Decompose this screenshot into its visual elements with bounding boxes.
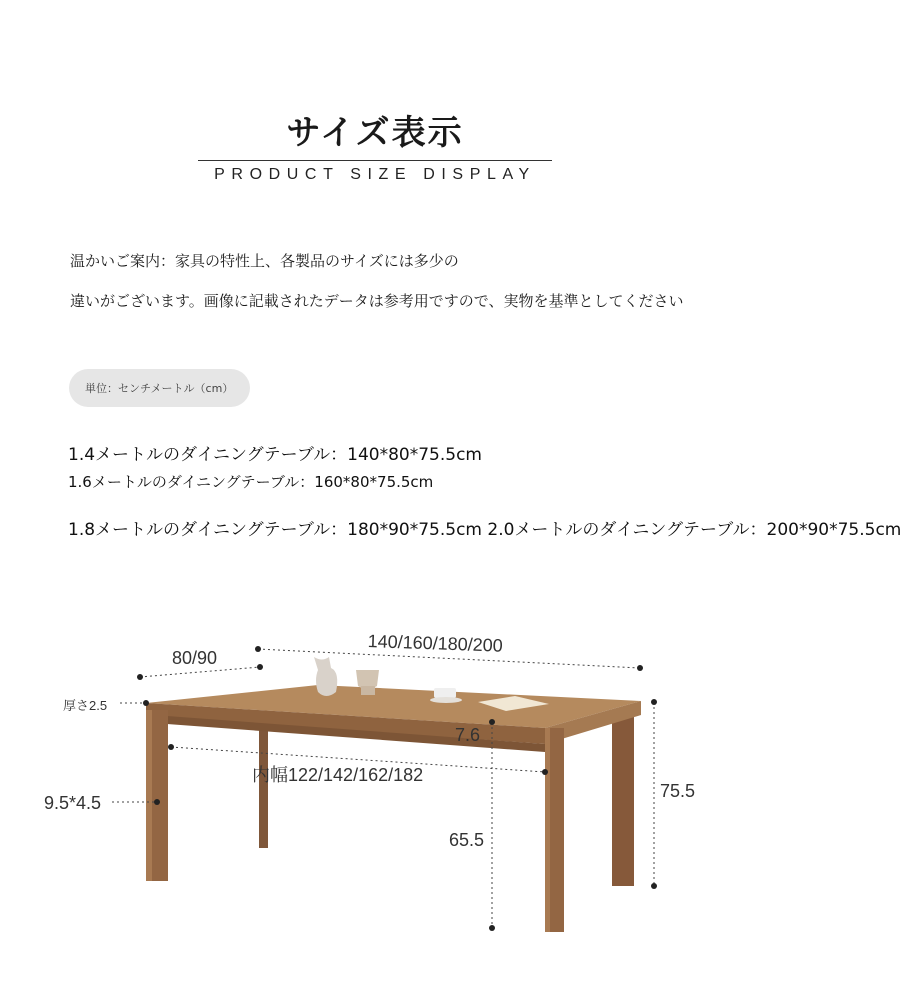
vase-decor (314, 657, 337, 696)
page-title: サイズ表示 (286, 113, 464, 153)
cup-decor (434, 688, 456, 698)
thickness-label: 厚さ2.5 (63, 698, 108, 713)
spec-1-6m: 1.6メートルのダイニングテーブル：160*80*75.5cm (68, 473, 434, 491)
spec-1-4m: 1.4メートルのダイニングテーブル：140*80*75.5cm (68, 445, 482, 465)
unit-label: 単位：センチメートル（cm） (85, 382, 234, 395)
depth-label: 80/90 (172, 648, 218, 668)
notice-line-1: 温かいご案内：家具の特性上、各製品のサイズには多少の (70, 252, 459, 270)
height-label: 75.5 (660, 781, 696, 801)
inner-width-label: 内幅122/142/162/182 (252, 765, 424, 785)
length-label: 140/160/180/200 (367, 631, 504, 656)
leg-size-label: 9.5*4.5 (44, 793, 102, 813)
back-leg-right (612, 716, 634, 886)
page-subtitle: PRODUCT SIZE DISPLAY (214, 166, 536, 183)
clearance-label: 65.5 (449, 830, 485, 850)
spec-1-8m-2-0m: 1.8メートルのダイニングテーブル：180*90*75.5cm 2.0メートルのダイニングテーブル：200*90*75.5cm (68, 520, 901, 540)
apron-label: 7.6 (455, 725, 481, 745)
notice-line-2: 違いがございます。画像に記載されたデータは参考用ですので、実物を基準としてください (70, 292, 684, 310)
